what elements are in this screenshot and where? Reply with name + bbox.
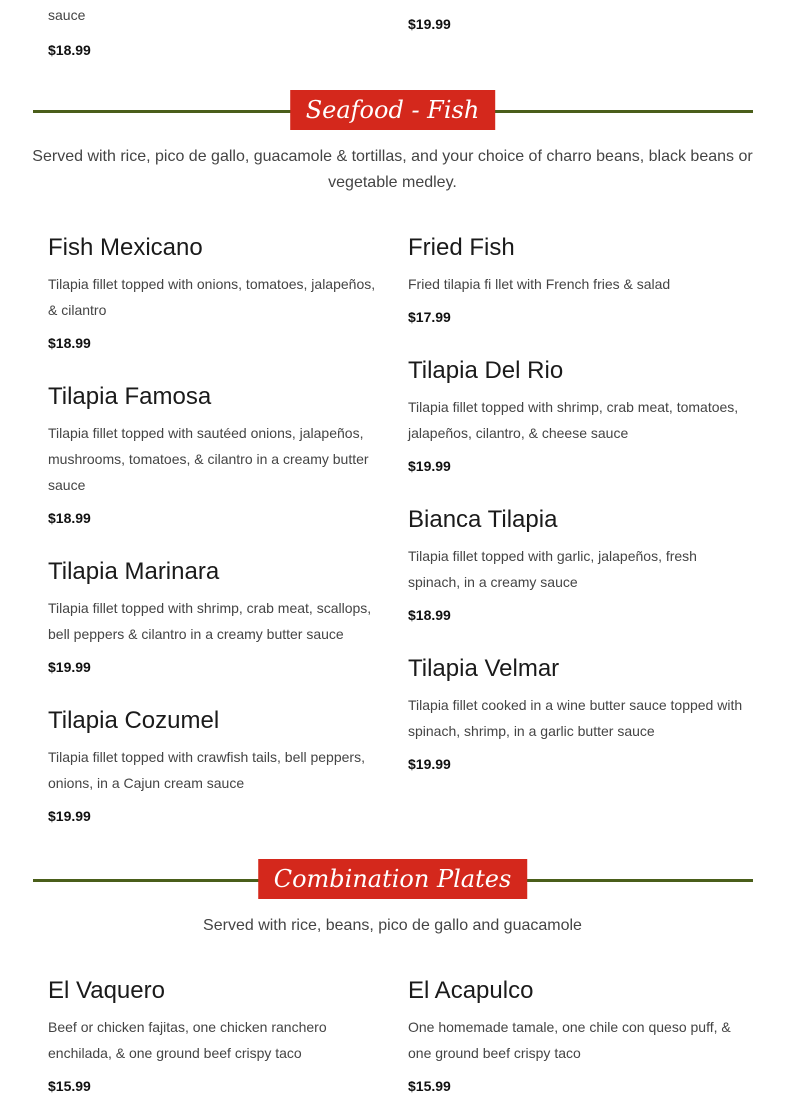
menu-item: [48, 976, 383, 1096]
menu-item-description: Tilapia fillet topped with sautéed onions, jalapeños, mushrooms, tomatoes, & cilantro in a creamy butter sauce: [48, 425, 369, 493]
menu-item-price: $15.99: [408, 1078, 451, 1094]
menu-item-name: Tilapia Cozumel: [48, 707, 220, 734]
menu-item-name: Tilapia Velmar: [408, 655, 560, 682]
menu-item: [408, 505, 743, 625]
menu-item-description: Tilapia fillet topped with onions, tomatoes, jalapeños, & cilantro: [48, 276, 376, 318]
menu-item-price: $19.99: [48, 808, 91, 824]
menu-item-price: $19.99: [408, 756, 451, 772]
section-subtitle: Served with rice, beans, pico de gallo and guacamole: [203, 917, 582, 934]
menu-item-price: $19.99: [48, 659, 91, 675]
menu-item-name: Tilapia Del Rio: [408, 357, 564, 384]
menu-item: [48, 706, 383, 826]
section-subtitle: Served with rice, pico de gallo, guacamole & tortillas, and your choice of charro beans, black beans or vegetable medley.: [32, 148, 753, 191]
menu-item-description: Tilapia fillet topped with shrimp, crab meat, scallops, bell peppers & cilantro in a creamy butter sauce: [48, 600, 372, 642]
menu-item-description: Tilapia fillet topped with shrimp, crab meat, tomatoes, jalapeños, cilantro, & cheese sauce: [408, 399, 739, 441]
menu-item: [48, 233, 383, 353]
menu-item-name: Bianca Tilapia: [408, 506, 558, 533]
menu-item-name: El Acapulco: [408, 977, 534, 1004]
section-title: Combination Plates: [258, 859, 528, 899]
menu-item: [408, 233, 743, 327]
menu-item-price: $17.99: [408, 309, 451, 325]
menu-item-name: Fried Fish: [408, 234, 515, 261]
menu-item-name: Fish Mexicano: [48, 234, 203, 261]
menu-item: [48, 382, 383, 528]
menu-item-description: Fried tilapia fi llet with French fries & salad: [408, 276, 671, 292]
menu-item-price: $18.99: [48, 42, 91, 58]
menu-item: [408, 356, 743, 476]
menu-item-price: $19.99: [408, 16, 451, 32]
menu-item-description: Beef or chicken fajitas, one chicken ranchero enchilada, & one ground beef crispy taco: [48, 1019, 327, 1061]
menu-item-name: El Vaquero: [48, 977, 165, 1004]
menu-item-description: sauce: [48, 7, 86, 23]
menu-item: [408, 976, 743, 1096]
menu-item-price: $15.99: [48, 1078, 91, 1094]
menu-item-price: $18.99: [48, 510, 91, 526]
menu-item-price: $18.99: [48, 335, 91, 351]
menu-item-description: Tilapia fillet topped with crawfish tails, bell peppers, onions, in a Cajun cream sauce: [48, 749, 365, 791]
menu-item-price: $18.99: [408, 607, 451, 623]
menu-item-description: Tilapia fillet topped with garlic, jalapeños, fresh spinach, in a creamy sauce: [408, 548, 697, 590]
section-title: Seafood - Fish: [290, 90, 496, 130]
menu-item: [408, 654, 743, 774]
menu-item-name: Tilapia Marinara: [48, 558, 220, 585]
menu-item: [48, 557, 383, 677]
menu-item-description: One homemade tamale, one chile con queso puff, & one ground beef crispy taco: [408, 1019, 731, 1061]
menu-item-name: Tilapia Famosa: [48, 383, 212, 410]
menu-item-price: $19.99: [408, 458, 451, 474]
menu-item-description: Tilapia fillet cooked in a wine butter sauce topped with spinach, shrimp, in a garlic butter sauce: [408, 697, 743, 739]
